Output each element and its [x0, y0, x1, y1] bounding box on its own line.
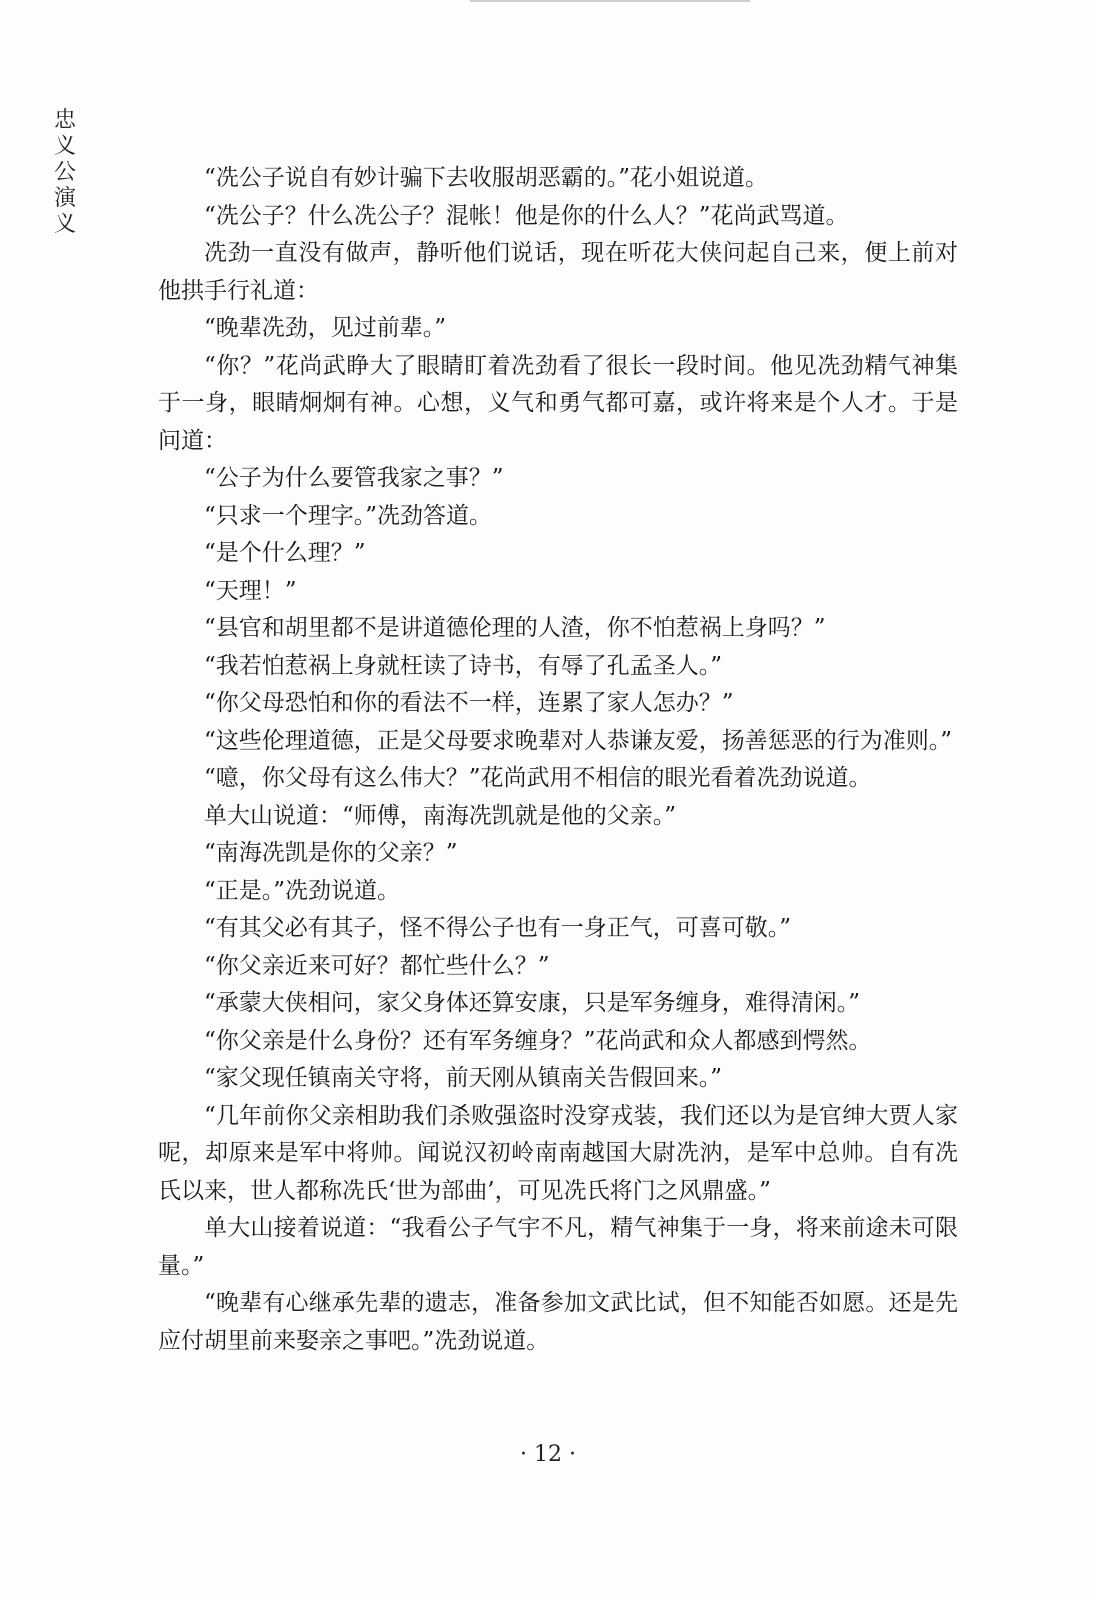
paragraph: “冼公子？什么冼公子？混帐！他是你的什么人？”花尚武骂道。	[204, 202, 849, 229]
paragraph: “县官和胡里都不是讲道德伦理的人渣，你不怕惹祸上身吗？”	[204, 615, 826, 641]
paragraph: “噫，你父母有这么伟大？”花尚武用不相信的眼光看着冼劲说道。	[204, 765, 872, 791]
running-title	[52, 108, 78, 238]
body-text	[158, 160, 958, 1360]
paragraph: “南海冼凯是你的父亲？”	[204, 840, 458, 866]
paragraph: 冼劲一直没有做声，静听他们说话，现在听花大侠问起自己来，便上前对他拱手行礼道：	[158, 240, 958, 304]
running-title-char: 忠	[53, 108, 76, 133]
page-number: · 12 ·	[520, 1442, 576, 1467]
paragraph: “家父现任镇南关守将，前天刚从镇南关告假回来。”	[204, 1065, 723, 1091]
paragraph: “几年前你父亲相助我们杀败强盗时没穿戎装，我们还以为是官绅大贾人家呢，却原来是军中将帅。闻说汉初岭南南越国大尉冼汭，是军中总帅。自有冼氏以来，世人都称冼氏‘世为部曲’，可见冼氏将门之风鼎盛。”	[158, 1102, 958, 1204]
paragraph: “我若怕惹祸上身就枉读了诗书，有辱了孔孟圣人。”	[204, 652, 723, 679]
paragraph: “正是。”冼劲说道。	[204, 877, 401, 904]
paragraph: “有其父必有其子，怪不得公子也有一身正气，可喜可敬。”	[204, 915, 792, 941]
paragraph: “这些伦理道德，正是父母要求晚辈对人恭谦友爱，扬善惩恶的行为准则。”	[204, 727, 953, 754]
running-title-char: 义	[53, 212, 76, 237]
paragraph: “只求一个理字。”冼劲答道。	[204, 502, 493, 529]
paragraph: 单大山接着说道：“我看公子气宇不凡，精气神集于一身，将来前途未可限量。”	[158, 1215, 958, 1279]
paragraph: “你父母恐怕和你的看法不一样，连累了家人怎办？”	[204, 690, 734, 716]
paragraph: “天理！”	[204, 577, 297, 604]
paragraph: “公子为什么要管我家之事？”	[204, 465, 504, 491]
paragraph: “你？”花尚武睁大了眼睛盯着冼劲看了很长一段时间。他见冼劲精气神集于一身，眼睛炯炯有神。心想，义气和勇气都可嘉，或许将来是个人才。于是问道：	[158, 352, 958, 454]
paragraph: “晚辈冼劲，见过前辈。”	[204, 315, 447, 341]
running-title-char: 义	[53, 134, 76, 159]
running-title-char: 演	[53, 186, 76, 211]
paragraph: “你父亲近来可好？都忙些什么？”	[204, 952, 550, 979]
top-scan-rule	[470, 0, 750, 2]
paragraph: “是个什么理？”	[204, 540, 366, 566]
paragraph: “晚辈有心继承先辈的遗志，准备参加文武比试，但不知能否如愿。还是先应付胡里前来娶亲之事吧。”冼劲说道。	[158, 1290, 958, 1354]
paragraph: “承蒙大侠相问，家父身体还算安康，只是军务缠身，难得清闲。”	[204, 990, 861, 1016]
paragraph: “你父亲是什么身份？还有军务缠身？”花尚武和众人都感到愕然。	[204, 1027, 872, 1054]
running-title-char: 公	[53, 160, 76, 185]
paragraph: 单大山说道：“师傅，南海冼凯就是他的父亲。”	[204, 802, 677, 829]
paragraph: “冼公子说自有妙计骗下去收服胡恶霸的。”花小姐说道。	[204, 165, 769, 191]
